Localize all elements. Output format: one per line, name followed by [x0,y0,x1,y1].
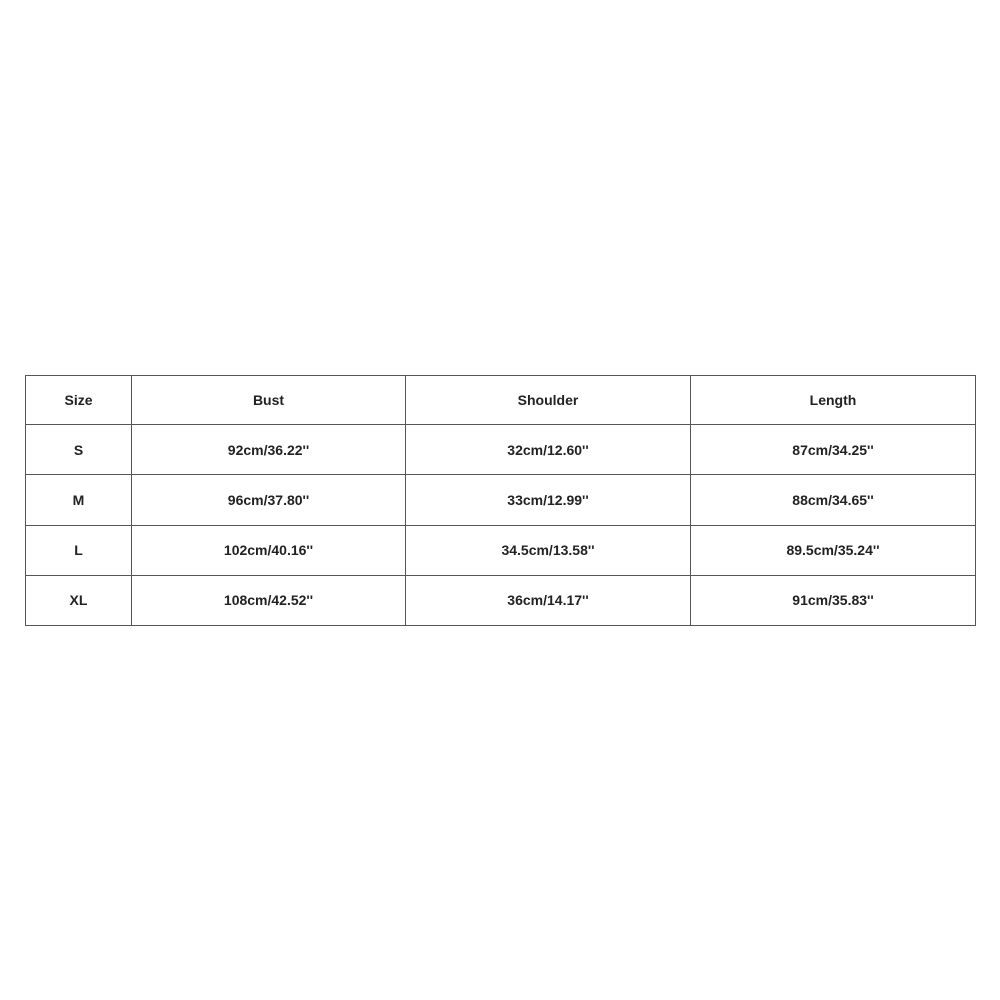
cell-bust: 96cm/37.80'' [132,475,406,525]
cell-bust: 102cm/40.16'' [132,525,406,575]
size-chart-table [25,375,976,626]
cell-shoulder: 33cm/12.99'' [406,475,691,525]
cell-length: 87cm/34.25'' [691,425,976,475]
cell-bust: 92cm/36.22'' [132,425,406,475]
cell-bust: 108cm/42.52'' [132,575,406,625]
table-row [26,575,976,625]
cell-size: M [26,475,132,525]
cell-length: 89.5cm/35.24'' [691,525,976,575]
table-row [26,425,976,475]
cell-size: XL [26,575,132,625]
cell-shoulder: 34.5cm/13.58'' [406,525,691,575]
cell-length: 91cm/35.83'' [691,575,976,625]
header-length: Length [691,376,976,425]
table-row [26,475,976,525]
cell-shoulder: 36cm/14.17'' [406,575,691,625]
cell-shoulder: 32cm/12.60'' [406,425,691,475]
table-header-row [26,376,976,425]
header-shoulder: Shoulder [406,376,691,425]
header-bust: Bust [132,376,406,425]
header-size: Size [26,376,132,425]
cell-size: S [26,425,132,475]
cell-size: L [26,525,132,575]
cell-length: 88cm/34.65'' [691,475,976,525]
table-row [26,525,976,575]
